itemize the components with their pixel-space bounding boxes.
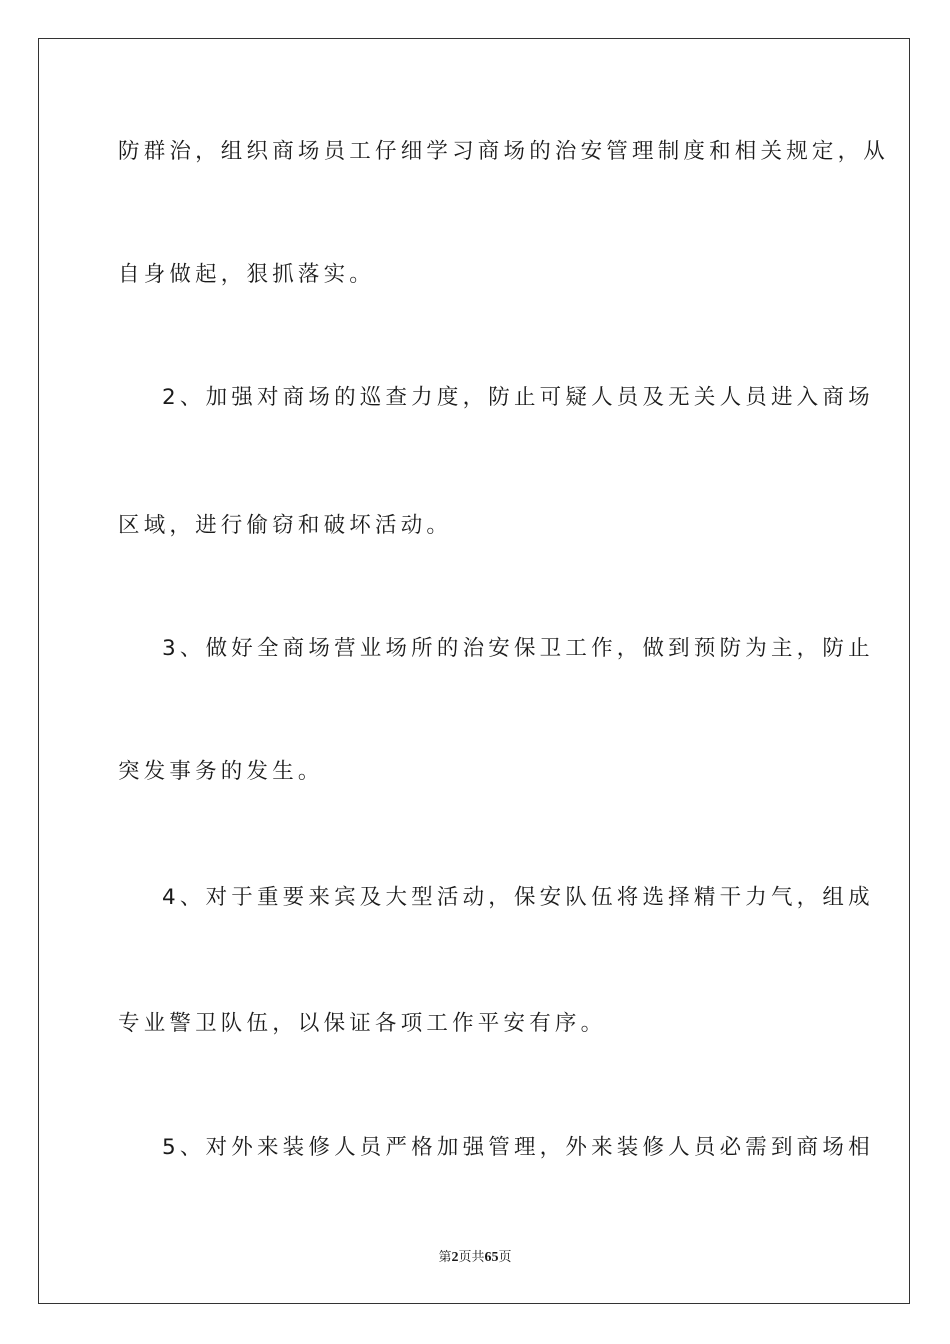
paragraph-line: 防群治，组织商场员工仔细学习商场的治安管理制度和相关规定，从 — [118, 139, 890, 164]
paragraph-line-item-2: 2、加强对商场的巡查力度，防止可疑人员及无关人员进入商场 — [162, 385, 874, 410]
total-pages: 65 — [484, 1250, 499, 1265]
paragraph-line: 自身做起，狠抓落实。 — [118, 262, 376, 287]
total-prefix: 共 — [471, 1250, 485, 1265]
paragraph-line: 专业警卫队伍，以保证各项工作平安有序。 — [118, 1011, 607, 1036]
total-suffix: 页 — [498, 1250, 512, 1265]
page-number: 2 — [451, 1250, 459, 1265]
page-border — [38, 38, 910, 1304]
paragraph-line-item-3: 3、做好全商场营业场所的治安保卫工作，做到预防为主，防止 — [162, 636, 874, 661]
paragraph-line: 区域，进行偷窃和破坏活动。 — [118, 513, 453, 538]
paragraph-line-item-5: 5、对外来装修人员严格加强管理，外来装修人员必需到商场相 — [162, 1135, 874, 1160]
paragraph-line: 突发事务的发生。 — [118, 759, 324, 784]
page-prefix: 第 — [438, 1250, 452, 1265]
page-suffix: 页 — [458, 1250, 472, 1265]
page-footer — [0, 1246, 950, 1266]
paragraph-line-item-4: 4、对于重要来宾及大型活动，保安队伍将选择精干力气，组成 — [162, 885, 874, 910]
